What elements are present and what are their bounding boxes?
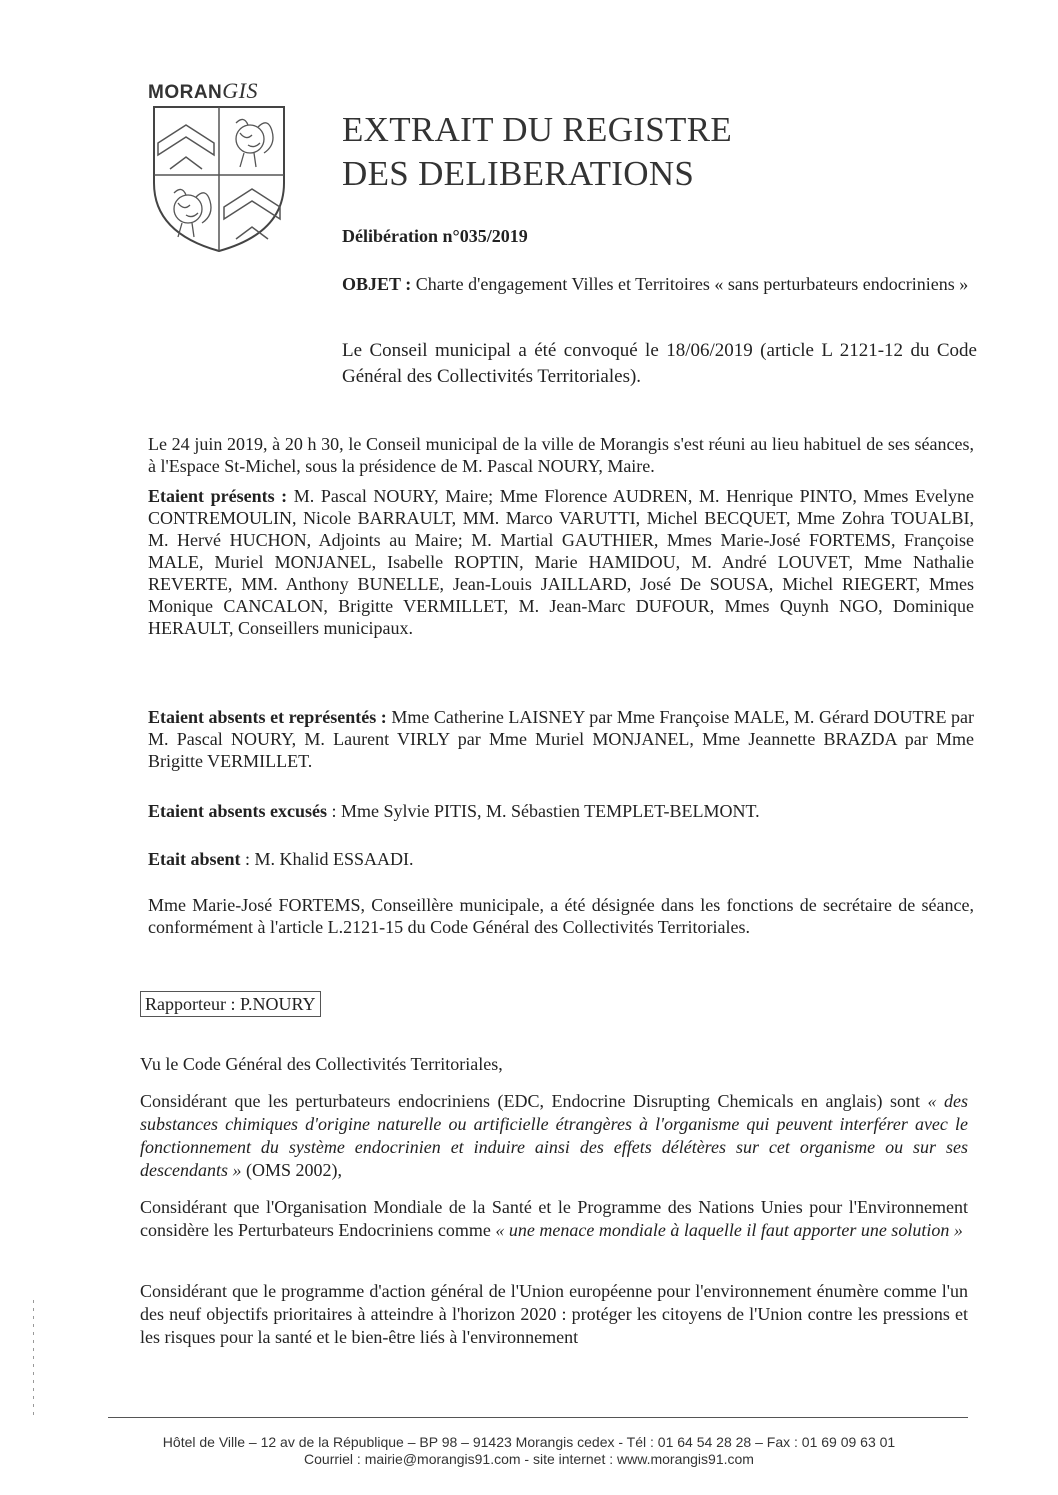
considerant-2-quote: « une menace mondiale à laquelle il faut apporter une solution »: [495, 1220, 963, 1240]
title-line-1: EXTRAIT DU REGISTRE: [342, 110, 733, 149]
objet-line: [342, 272, 977, 296]
absent-list: : M. Khalid ESSAADI.: [240, 849, 414, 869]
meeting-paragraph: Le 24 juin 2019, à 20 h 30, le Conseil municipal de la ville de Morangis s'est réuni au lieu habituel de ses séances, à l'Espace St-Michel, sous la présidence de M. Pascal NOURY, Maire.: [148, 434, 974, 476]
objet-label: OBJET :: [342, 274, 412, 294]
document-title: [342, 108, 732, 196]
considerant-1: [140, 1090, 968, 1182]
absent-members: [148, 848, 974, 870]
considerant-1-tail: (OMS 2002),: [241, 1160, 342, 1180]
city-logo: [148, 78, 293, 253]
secretary-paragraph: Mme Marie-José FORTEMS, Conseillère municipale, a été désignée dans les fonctions de secrétaire de séance, conformément à l'article L.2121-15 du Code Général des Collectivités Territoriales.: [148, 895, 974, 937]
footer-contact: Courriel : mairie@morangis91.com - site internet : www.morangis91.com: [304, 1451, 754, 1467]
represented-list: Mme Catherine LAISNEY par Mme Françoise MALE, M. Gérard DOUTRE par M. Pascal NOURY, M. Laurent VIRLY par Mme Muriel MONJANEL, Mme Jeannette BRAZDA par Mme Brigitte VERMILLET.: [148, 707, 975, 771]
excused-members: [148, 800, 974, 822]
present-members: [148, 485, 974, 639]
represented-members: [148, 706, 974, 772]
excused-label: Etaient absents excusés: [148, 801, 327, 821]
logo-name-plain: MORAN: [148, 82, 223, 103]
deliberation-number: Délibération n°035/2019: [342, 226, 528, 246]
absent-label: Etait absent: [148, 849, 241, 869]
considerant-1-lead: Considérant que les perturbateurs endocriniens (EDC, Endocrine Disrupting Chemicals en anglais) sont: [140, 1091, 928, 1111]
considerant-3: Considérant que le programme d'action général de l'Union européenne pour l'environnement énumère comme l'un des neuf objectifs prioritaires à atteindre à l'horizon 2020 : protéger les citoyens de l'Union contre les pressions et les risques pour la santé et le bien-être liés à l'environnement: [140, 1281, 968, 1347]
logo-wordmark: [148, 78, 258, 104]
represented-label: Etaient absents et représentés :: [148, 707, 387, 727]
coat-of-arms-icon: [148, 103, 293, 253]
objet-text: Charte d'engagement Villes et Territoires « sans perturbateurs endocriniens »: [411, 274, 969, 294]
scan-margin-marks: [32, 1300, 35, 1420]
present-list: M. Pascal NOURY, Maire; Mme Florence AUDREN, M. Henrique PINTO, Mmes Evelyne CONTREMOULIN, Nicole BARRAULT, MM. Marco VARUTTI, Michel BECQUET, Mme Zohra TOUALBI, M. Hervé HUCHON, Adjoints au Maire; M. Martial GAUTHIER, Mmes Marie-José FORTEMS, Françoise MALE, Muriel MONJANEL, Isabelle ROPTIN, Marie HAMIDOU, M. André LOUVET, Mme Nathalie REVERTE, MM. Anthony BUNELLE, Jean-Louis JAILLARD, José De SOUSA, Michel RIEGERT, Mmes Monique CANCALON, Brigitte VERMILLET, M. Jean-Marc DUFOUR, Mmes Quynh NGO, Dominique HERAULT, Conseillers municipaux.: [148, 486, 974, 638]
title-line-2: DES DELIBERATIONS: [342, 154, 695, 193]
considerant-2: [140, 1196, 968, 1242]
considerant-2-lead: Considérant que l'Organisation Mondiale de la Santé et le Programme des Nations Unies pour l'Environnement considère les Perturbateurs Endocriniens comme: [140, 1197, 968, 1240]
footer-divider: [108, 1417, 968, 1418]
page-footer: [0, 1434, 1058, 1468]
logo-name-script: GIS: [222, 78, 258, 103]
present-label: Etaient présents :: [148, 486, 288, 506]
considerant-1-quote: « des substances chimiques d'origine naturelle ou artificielle étrangères à l'organisme qui peuvent interférer avec le fonctionnement du système endocrinien et induire ainsi des effets délétères sur cet organisme ou sur ses descendants »: [140, 1091, 968, 1180]
vu-paragraph: Vu le Code Général des Collectivités Territoriales,: [140, 1054, 503, 1074]
footer-address: Hôtel de Ville – 12 av de la République – BP 98 – 91423 Morangis cedex - Tél : 01 64 54 28 28 – Fax : 01 69 09 63 01: [162, 1434, 896, 1450]
excused-list: : Mme Sylvie PITIS, M. Sébastien TEMPLET-BELMONT.: [327, 801, 760, 821]
convocation-notice: Le Conseil municipal a été convoqué le 18/06/2019 (article L 2121-12 du Code Général des Collectivités Territoriales).: [342, 340, 977, 387]
rapporteur-box: Rapporteur : P.NOURY: [140, 991, 321, 1017]
